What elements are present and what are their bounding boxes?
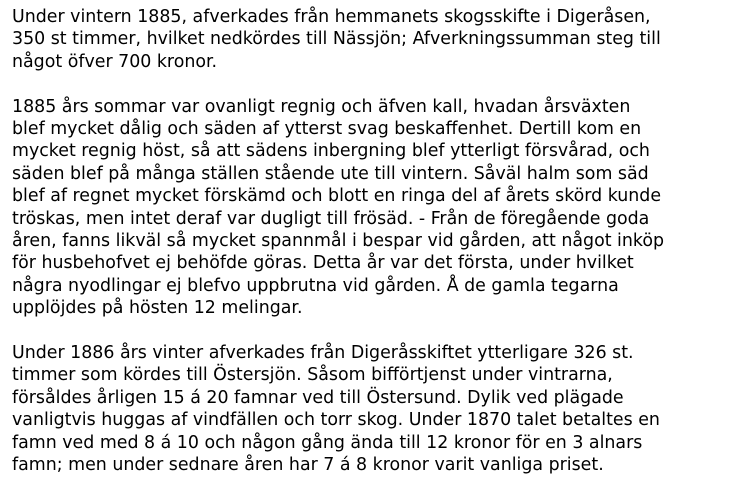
text-line: tröskas, men intet deraf var dugligt till frösäd. - Från de föregående goda [12, 208, 650, 229]
text-line: 1885 års sommar var ovanligt regnig och äfven kall, hvadan årsväxten [12, 96, 631, 117]
text-line: upplöjdes på hösten 12 melingar. [12, 298, 303, 319]
text-line: mycket regnig höst, så att sädens inbergning blef ytterligt försvårad, och [12, 141, 650, 162]
text-line: vanligtvis huggas af vindfällen och torr skog. Under 1870 talet betaltes en [12, 410, 660, 431]
text-line: något öfver 700 kronor. [12, 51, 218, 72]
text-line: Under 1886 års vinter afverkades från Digeråsskiftet ytterligare 326 st. [12, 343, 634, 364]
text-line: några nyodlingar ej blefvo uppbrutna vid gården. Å de gamla tegarna [12, 275, 619, 296]
text-line: famn; men under sednare åren har 7 á 8 kronor varit vanliga priset. [12, 455, 604, 476]
paragraph-3 [12, 342, 734, 476]
paragraph-2 [12, 96, 734, 320]
paragraph-1 [12, 6, 734, 73]
text-line: famn ved med 8 á 10 och någon gång ända till 12 kronor för en 3 alnars [12, 432, 643, 453]
text-line: säden blef på många ställen stående ute till vintern. Såväl halm som säd [12, 163, 649, 184]
text-line: blef mycket dålig och säden af ytterst svag beskaffenhet. Dertill kom en [12, 119, 642, 140]
text-line: 350 st timmer, hvilket nedkördes till Nässjön; Afverkningssumman steg till [12, 29, 661, 50]
text-line: för husbehofvet ej behöfde göras. Detta år var det första, under hvilket [12, 253, 634, 274]
text-line: Under vintern 1885, afverkades från hemmanets skogsskifte i Digeråsen, [12, 7, 651, 27]
document-page [12, 6, 734, 499]
text-line: timmer som kördes till Östersjön. Såsom bifförtjenst under vintrarna, [12, 365, 613, 386]
text-line: försåldes årligen 15 á 20 famnar ved till Östersund. Dylik ved plägade [12, 387, 624, 408]
text-line: blef af regnet mycket förskämd och blott en ringa del af årets skörd kunde [12, 186, 662, 207]
text-line: åren, fanns likväl så mycket spannmål i bespar vid gården, att något inköp [12, 231, 665, 252]
